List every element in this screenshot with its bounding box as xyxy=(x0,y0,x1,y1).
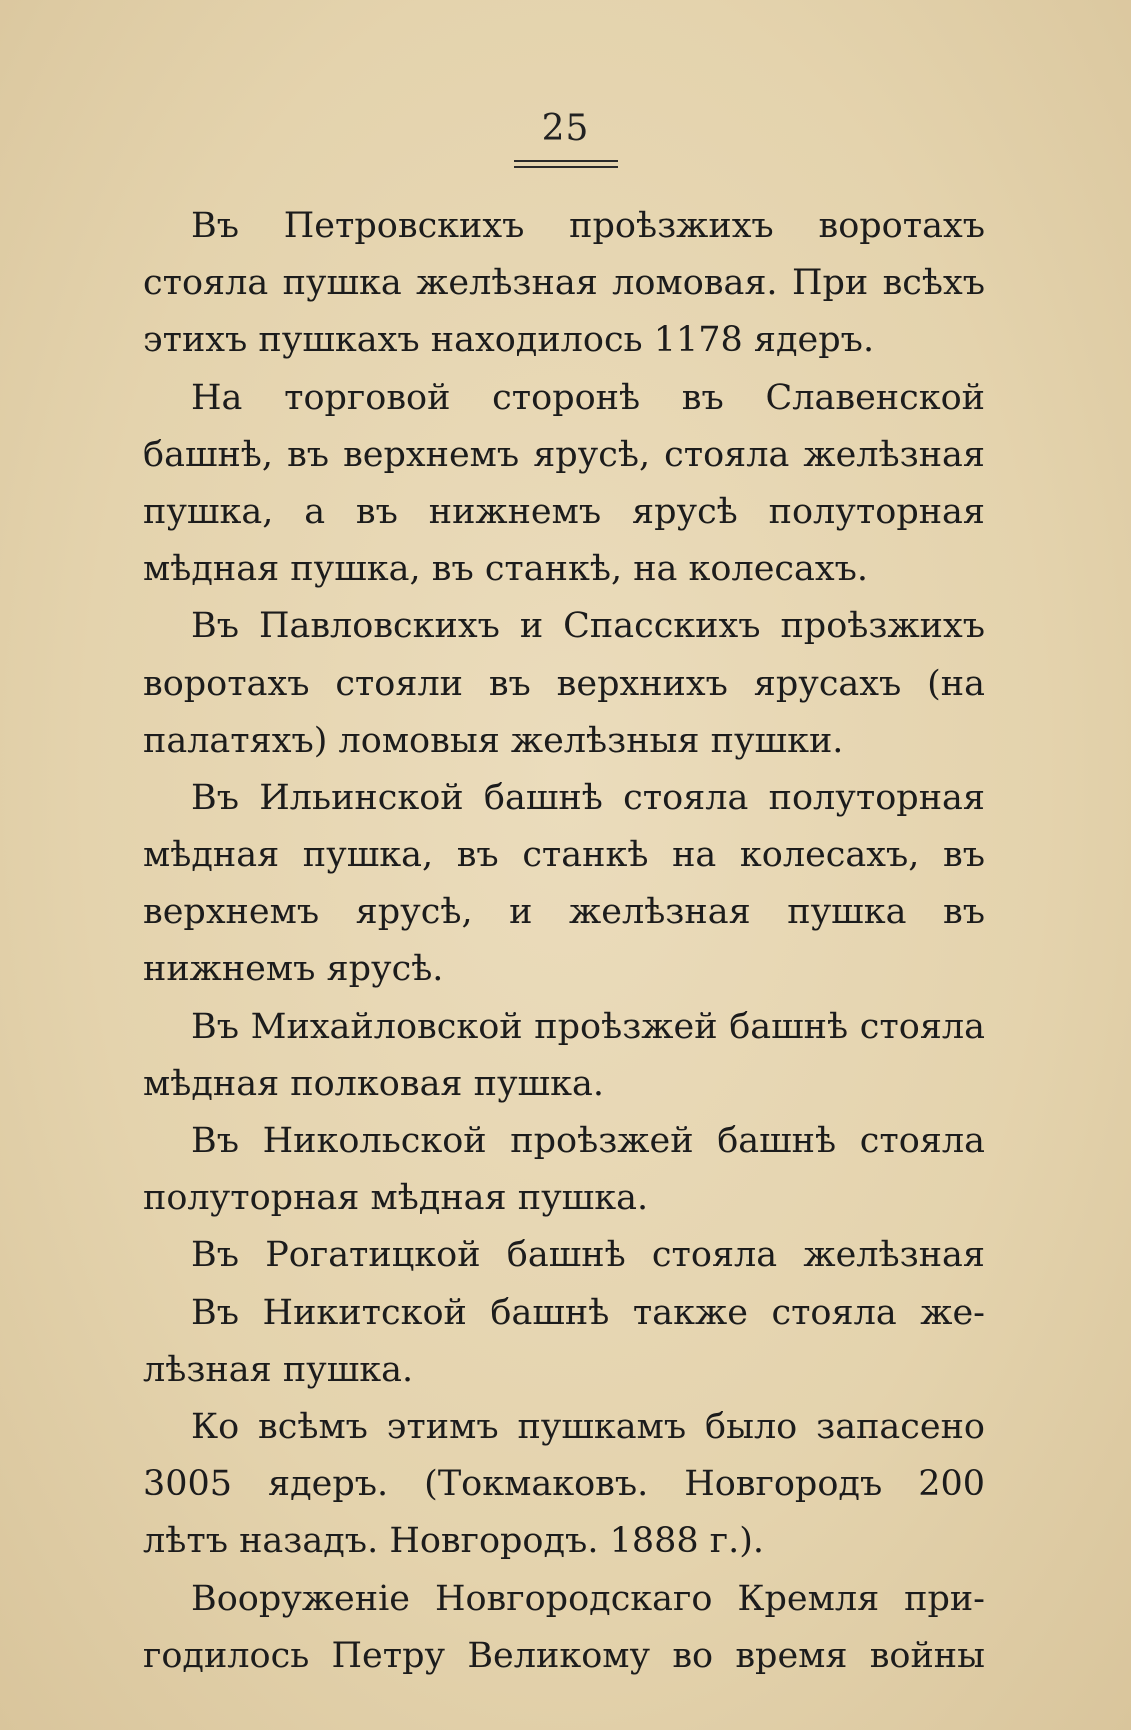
text-line: Въ Ильинской башнѣ стояла полуторная xyxy=(191,777,985,818)
text-line: палатяхъ) ломовыя желѣзныя пушки. xyxy=(143,720,844,761)
text-line: На торговой сторонѣ въ Славенской xyxy=(191,377,985,418)
text-line: Ко всѣмъ этимъ пушкамъ было запасено xyxy=(191,1406,985,1447)
text-line: Въ Михайловской проѣзжей башнѣ стояла xyxy=(191,1006,985,1047)
text-line: Въ Рогатицкой башнѣ стояла желѣзная xyxy=(191,1235,985,1276)
body-text xyxy=(143,198,985,1685)
text-line: стояла пушка желѣзная ломовая. При всѣхъ xyxy=(143,263,985,304)
text-line: Въ Петровскихъ проѣзжихъ воротахъ xyxy=(191,206,985,246)
text-line: мѣдная пушка, въ станкѣ на колесахъ, въ xyxy=(143,835,985,876)
text-line: 3005 ядеръ. (Токмаковъ. Новгородъ 200 xyxy=(143,1464,985,1505)
text-line: мѣдная пушка, въ станкѣ, на колесахъ. xyxy=(143,549,869,590)
text-line: Въ Павловскихъ и Спасскихъ проѣзжихъ xyxy=(191,606,985,647)
text-line: верхнемъ ярусѣ, и желѣзная пушка въ xyxy=(143,892,985,933)
text-line: лѣзная пушка. xyxy=(143,1349,414,1390)
text-line: годилось Петру Великому во время войны xyxy=(143,1635,985,1676)
text-line: полуторная мѣдная пушка. xyxy=(143,1178,649,1219)
text-line: пушка, а въ нижнемъ ярусѣ полуторная xyxy=(143,491,985,532)
page-number: 25 xyxy=(541,108,590,149)
text-line: Въ Никольской проѣзжей башнѣ стояла xyxy=(191,1121,985,1161)
text-line: лѣтъ назадъ. Новгородъ. 1888 г.). xyxy=(143,1521,765,1562)
text-line: Вооруженіе Новгородскаго Кремля при- xyxy=(191,1578,985,1619)
text-line: воротахъ стояли въ верхнихъ ярусахъ (на xyxy=(143,663,985,704)
text-line: башнѣ, въ верхнемъ ярусѣ, стояла желѣзная xyxy=(143,434,985,475)
text-line: нижнемъ ярусѣ. xyxy=(143,949,444,990)
text-line: этихъ пушкахъ находилось 1178 ядеръ. xyxy=(143,320,875,361)
text-line: мѣдная полковая пушка. xyxy=(143,1063,604,1104)
double-rule-divider xyxy=(514,160,618,168)
text-line: Въ Никитской башнѣ также стояла же- xyxy=(191,1292,985,1333)
